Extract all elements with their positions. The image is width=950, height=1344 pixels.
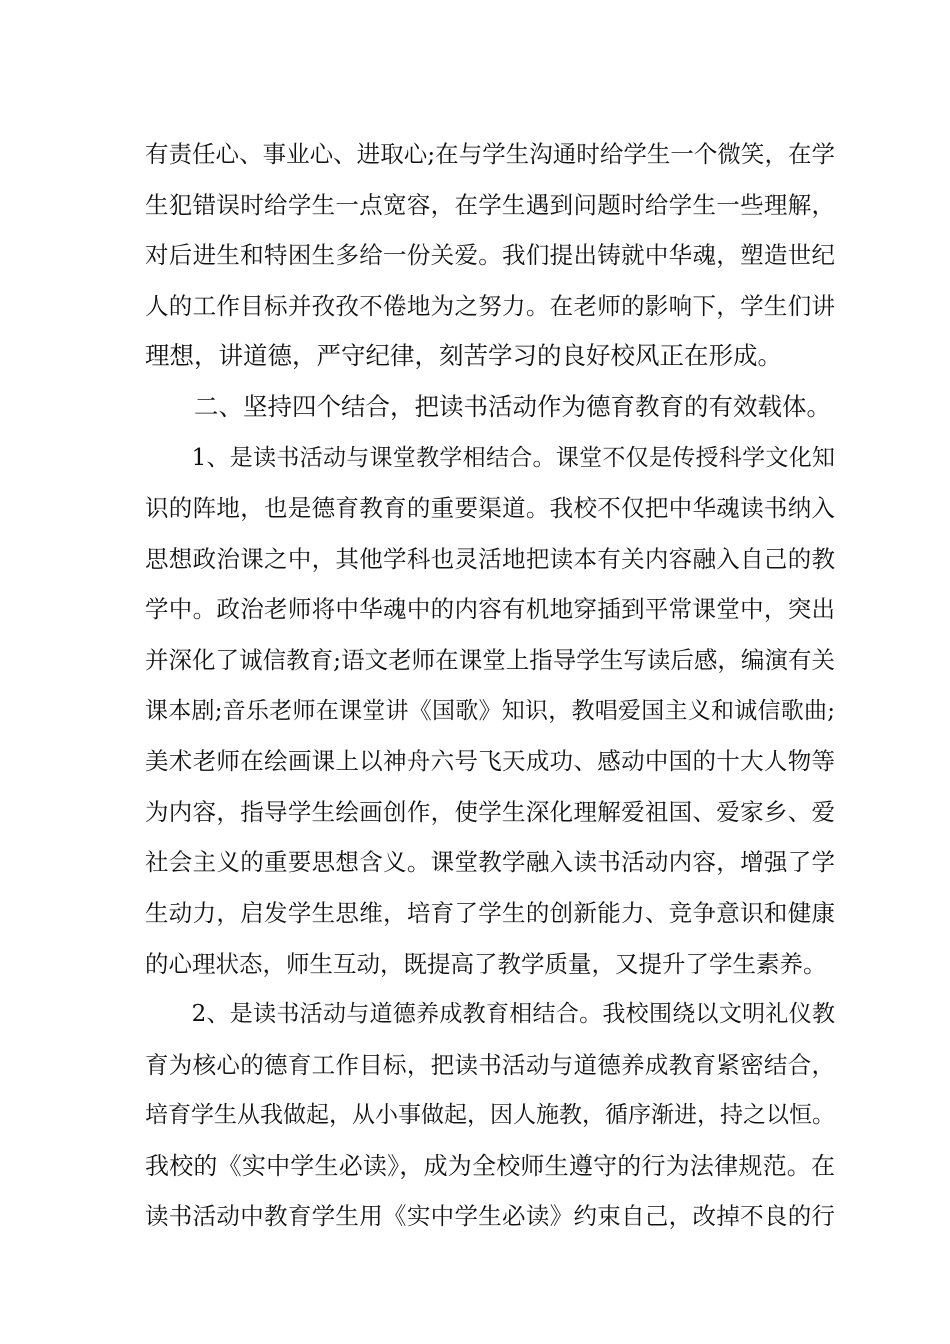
body-text [145,129,835,1242]
text-line: 识的阵地，也是德育教育的重要渠道。我校不仅把中华魂读书纳入 [145,494,835,523]
text-line: 理想，讲道德，严守纪律，刻苦学习的良好校风正在形成。 [145,341,782,371]
text-line: 美术老师在绘画课上以神舟六号飞天成功、感动中国的十大人物等 [145,747,835,776]
text-line: 生犯错误时给学生一点宽容，在学生遇到问题时给学生一些理解， [145,190,835,219]
text-line: 读书活动中教育学生用《实中学生必读》约束自己，改掉不良的行 [145,1202,835,1231]
text-line: 思想政治课之中，其他学科也灵活地把读本有关内容融入自己的教 [145,544,835,573]
text-line: 培育学生从我做起，从小事做起，因人施教，循序渐进，持之以恒。 [145,1102,835,1129]
text-line: 人的工作目标并孜孜不倦地为之努力。在老师的影响下，学生们讲 [145,291,835,320]
text-line: 学中。政治老师将中华魂中的内容有机地穿插到平常课堂中，突出 [145,595,835,624]
text-line: 社会主义的重要思想含义。课堂教学融入读书活动内容，增强了学 [145,848,835,877]
text-line: 的心理状态，师生互动，既提高了教学质量，又提升了学生素养。 [145,949,827,978]
text-line: 对后进生和特困生多给一份关爱。我们提出铸就中华魂，塑造世纪 [145,241,835,270]
text-line: 我校的《实中学生必读》，成为全校师生遵守的行为法律规范。在 [145,1151,835,1180]
text-line: 课本剧;音乐老师在课堂讲《国歌》知识，教唱爱国主义和诚信歌曲; [145,697,835,724]
section-heading: 二、坚持四个结合，把读书活动作为德育教育的有效载体。 [145,391,831,421]
text-line: 1、是读书活动与课堂教学相结合。课堂不仅是传授科学文化知 [145,444,835,471]
text-line: 生动力，启发学生思维，培育了学生的创新能力、竞争意识和健康 [145,898,835,927]
text-line: 为内容，指导学生绘画创作，使学生深化理解爱祖国、爱家乡、爱 [145,797,835,826]
text-line: 并深化了诚信教育;语文老师在课堂上指导学生写读后感，编演有关 [145,645,835,674]
text-line: 有责任心、事业心、进取心;在与学生沟通时给学生一个微笑，在学 [145,140,835,168]
text-line: 育为核心的德育工作目标，把读书活动与道德养成教育紧密结合， [145,1050,835,1079]
text-line: 2、是读书活动与道德养成教育相结合。我校围绕以文明礼仪教 [145,1001,835,1028]
